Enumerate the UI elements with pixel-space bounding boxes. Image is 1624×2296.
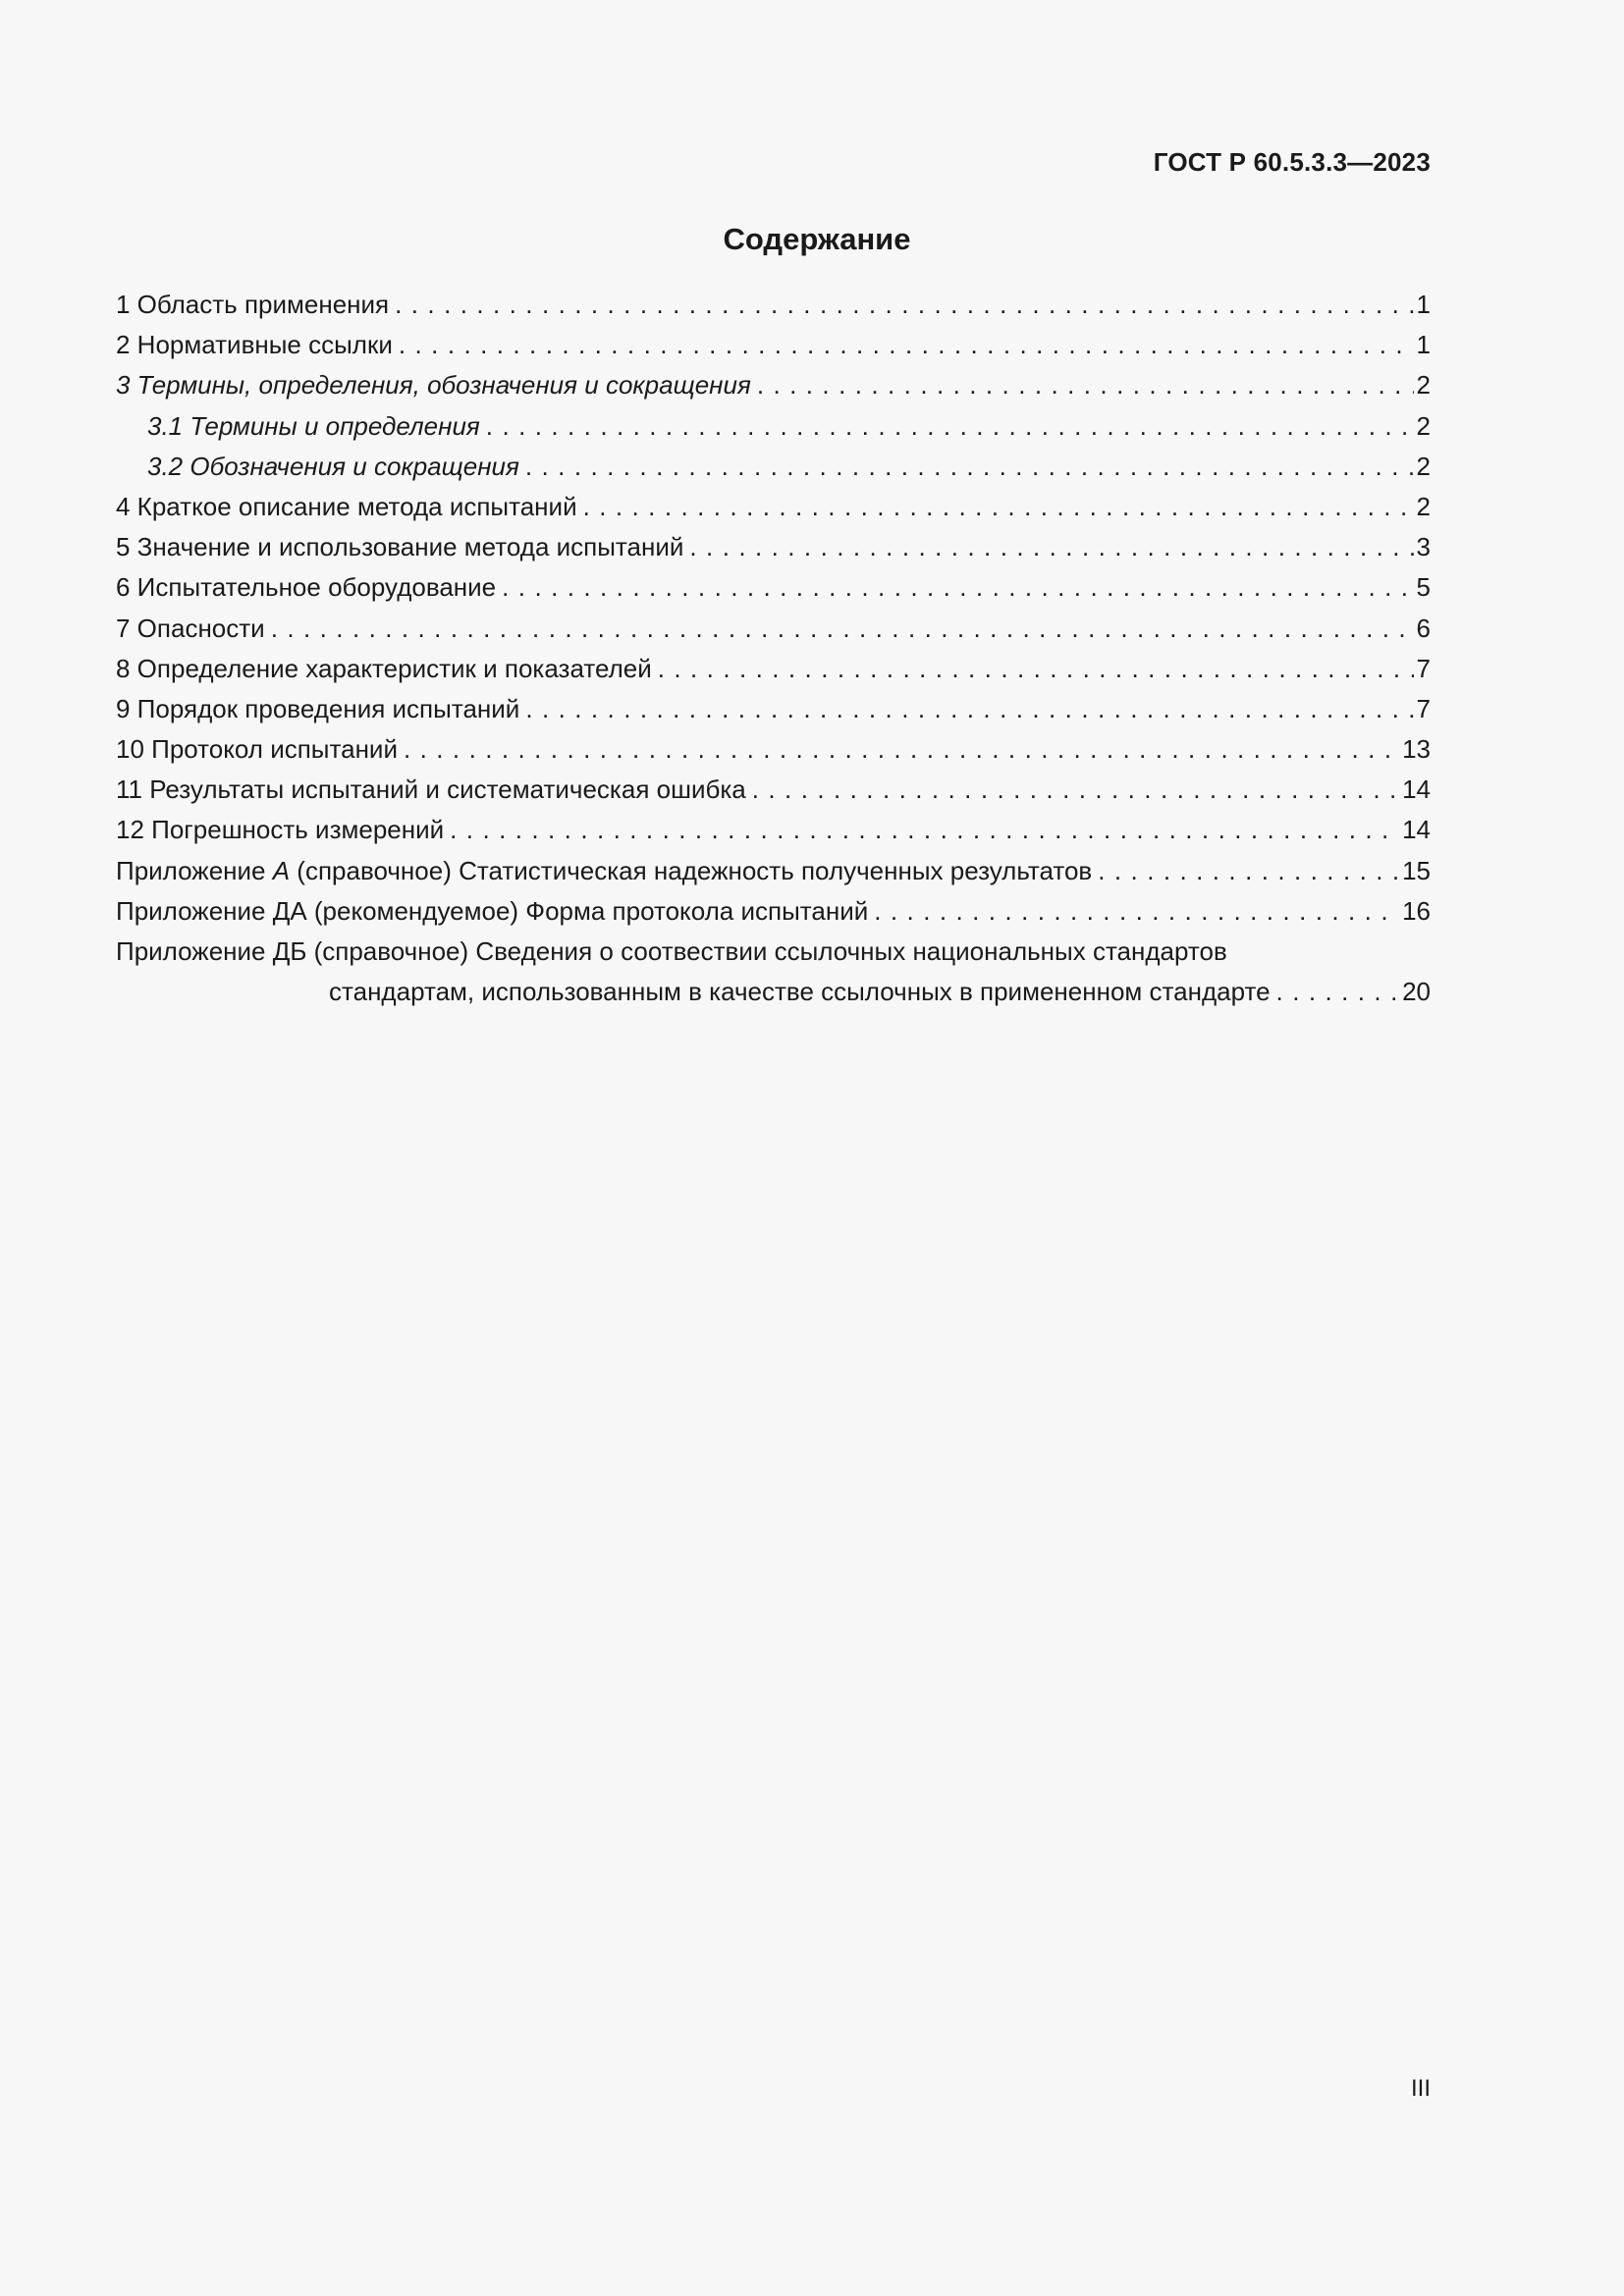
toc-entry-page: 20	[1402, 977, 1431, 1007]
toc-entry-3-1[interactable]	[116, 406, 1431, 447]
toc-entry-page: 1	[1416, 330, 1431, 360]
toc-entry-page: 14	[1402, 774, 1431, 805]
table-of-contents	[116, 285, 1431, 1012]
dot-leader	[658, 649, 1414, 689]
toc-entry-page: 14	[1402, 815, 1431, 845]
dot-leader	[583, 487, 1414, 527]
dot-leader	[486, 406, 1414, 447]
toc-entry-11[interactable]	[116, 770, 1431, 810]
toc-entry-title	[116, 851, 1092, 891]
page-number: III	[1410, 2075, 1431, 2102]
dot-leader	[271, 609, 1414, 649]
dot-leader	[525, 447, 1414, 487]
toc-entry-title-line2: стандартам, использованным в качестве ссылочных в примененном стандарте	[329, 977, 1271, 1007]
toc-entry-title: 3.2 Обозначения и сокращения	[147, 451, 519, 481]
toc-entry-page: 1	[1416, 290, 1431, 319]
toc-entry-page: 2	[1416, 410, 1431, 441]
toc-entry-title: 9 Порядок проведения испытаний	[116, 693, 520, 723]
dot-leader	[525, 689, 1413, 729]
toc-entry-title: 10 Протокол испытаний	[116, 734, 398, 765]
toc-entry-page: 2	[1416, 491, 1431, 521]
toc-entry-title: 3 Термины, определения, обозначения и сокращения	[116, 370, 751, 400]
dot-leader	[502, 567, 1413, 608]
appendix-letter: А	[272, 855, 291, 885]
dot-leader	[404, 729, 1399, 770]
toc-entry-9[interactable]	[116, 689, 1431, 729]
toc-entry-title: 6 Испытательное оборудование	[116, 572, 497, 603]
toc-entry-page: 7	[1416, 693, 1431, 723]
dot-leader	[752, 770, 1399, 810]
dot-leader	[399, 325, 1414, 365]
appendix-rest: (справочное) Статистическая надежность полученных результатов	[290, 855, 1093, 885]
toc-entry-2[interactable]	[116, 325, 1431, 365]
toc-entry-page: 5	[1416, 572, 1431, 603]
toc-entry-7[interactable]	[116, 609, 1431, 649]
toc-entry-3[interactable]	[116, 365, 1431, 405]
toc-entry-6[interactable]	[116, 567, 1431, 608]
toc-entry-10[interactable]	[116, 729, 1431, 770]
toc-entry-page: 3	[1416, 532, 1431, 562]
toc-entry-title: 3.1 Термины и определения	[147, 410, 480, 441]
dot-leader	[395, 285, 1413, 325]
toc-entry-page: 13	[1402, 734, 1431, 765]
toc-entry-title: 8 Определение характеристик и показателей	[116, 653, 652, 683]
dot-leader	[757, 365, 1414, 405]
dot-leader	[450, 810, 1399, 850]
toc-entry-page: 6	[1416, 613, 1431, 643]
dot-leader	[1276, 972, 1400, 1012]
toc-entry-page: 7	[1416, 653, 1431, 683]
toc-entry-page: 2	[1416, 370, 1431, 400]
toc-appendix-db[interactable]	[116, 932, 1431, 1012]
toc-entry-page: 16	[1402, 895, 1431, 926]
toc-appendix-a[interactable]	[116, 851, 1431, 891]
toc-entry-title: 1 Область применения	[116, 290, 390, 319]
appendix-prefix: Приложение	[116, 855, 273, 885]
toc-appendix-da[interactable]	[116, 891, 1431, 932]
toc-entry-title: 2 Нормативные ссылки	[116, 330, 393, 360]
toc-entry-title: 12 Погрешность измерений	[116, 815, 445, 845]
toc-entry-title-line1: Приложение ДБ (справочное) Сведения о соотвествии ссылочных национальных стандартов	[116, 936, 1227, 966]
toc-title: Содержание	[723, 222, 911, 256]
document-code: ГОСТ Р 60.5.3.3—2023	[1153, 147, 1431, 177]
toc-entry-page: 15	[1402, 855, 1431, 885]
toc-entry-3-2[interactable]	[116, 447, 1431, 487]
toc-entry-8[interactable]	[116, 649, 1431, 689]
toc-entry-title: 5 Значение и использование метода испытаний	[116, 532, 684, 562]
toc-entry-12[interactable]	[116, 810, 1431, 850]
toc-entry-page: 2	[1416, 451, 1431, 481]
toc-entry-title: 7 Опасности	[116, 613, 265, 643]
dot-leader	[689, 527, 1413, 567]
toc-entry-title: Приложение ДА (рекомендуемое) Форма протокола испытаний	[116, 895, 869, 926]
toc-entry-4[interactable]	[116, 487, 1431, 527]
toc-entry-title: 11 Результаты испытаний и систематическая ошибка	[116, 774, 746, 805]
dot-leader	[1098, 851, 1399, 891]
dot-leader	[874, 891, 1399, 932]
toc-entry-title: 4 Краткое описание метода испытаний	[116, 491, 577, 521]
toc-entry-1[interactable]	[116, 285, 1431, 325]
toc-entry-5[interactable]	[116, 527, 1431, 567]
toc-entry-title-line2-row	[116, 972, 1431, 1012]
